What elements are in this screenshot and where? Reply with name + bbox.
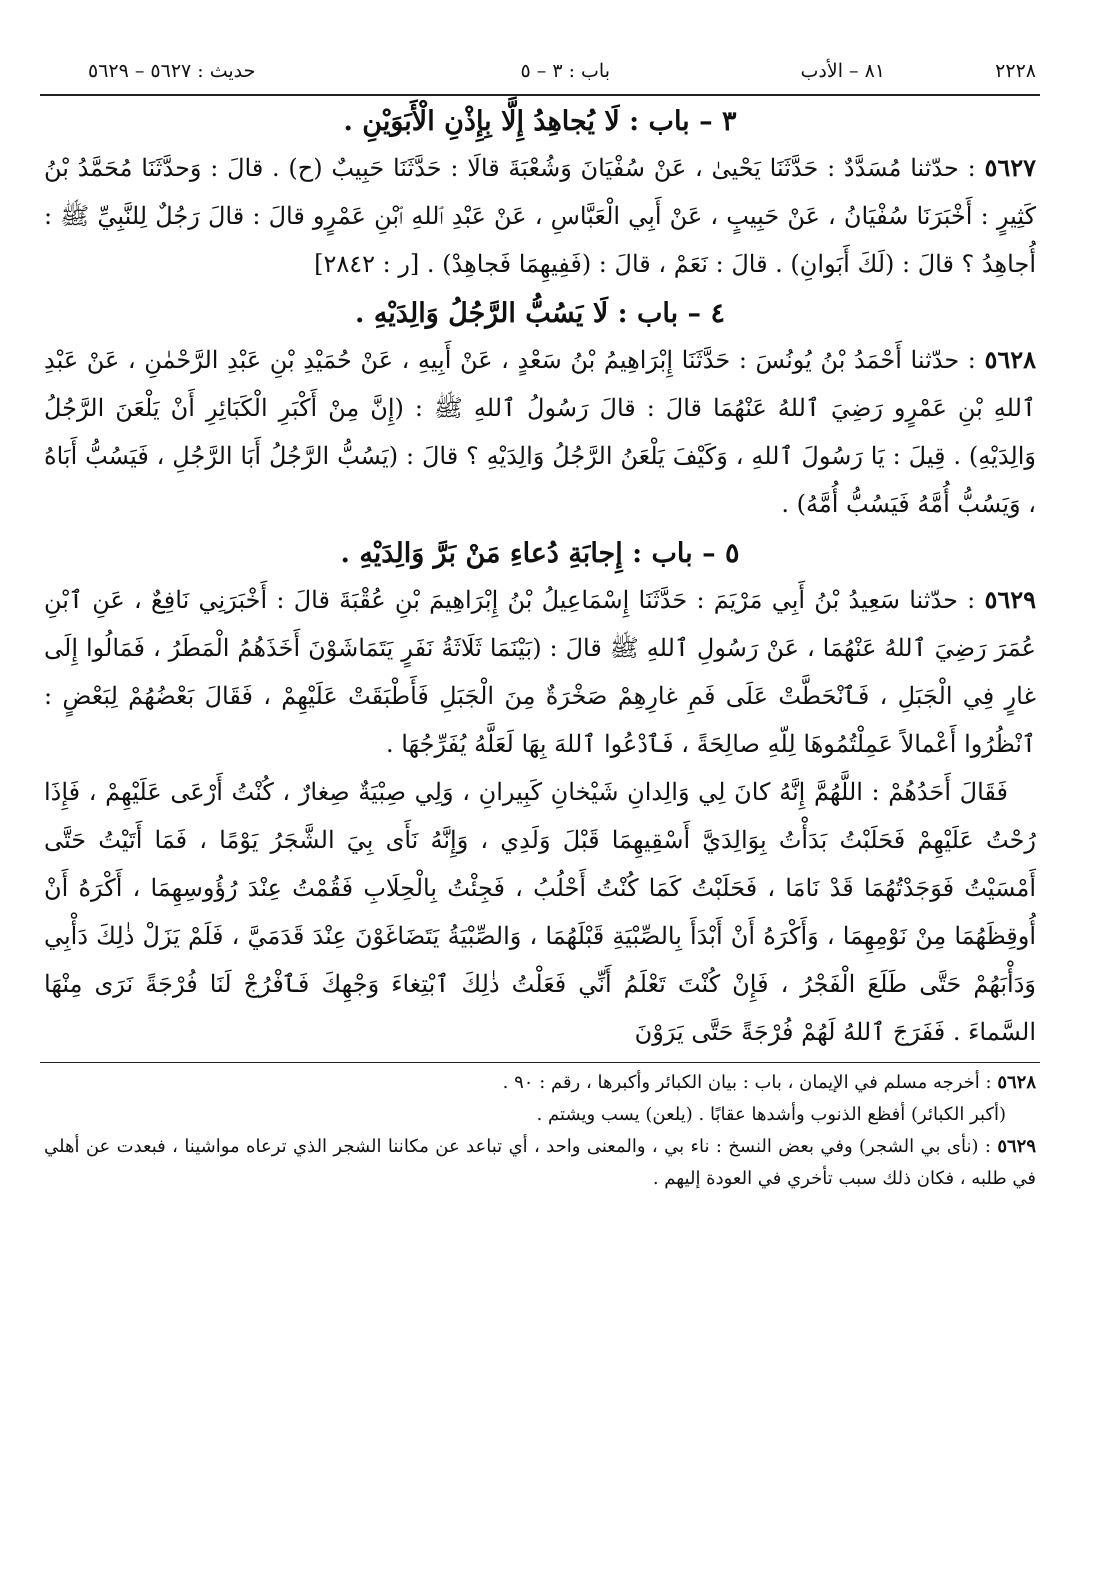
footnote-5628 (40, 1067, 1040, 1099)
hadith-text: : حدّثنا مُسَدَّدٌ : حَدَّثَنَا يَحْيىٰ ، عَنْ سُفْيَانَ وَشُعْبَةَ قالَا : حَدَّثَنَا حَبِيبٌ (ح) . قالَ : وَحدَّثَنَا مُحَمَّدُ بْنُ كَثِيرٍ : أَخْبَرَنَا سُفْيَانُ ، عَنْ حَبِيبٍ ، عَنْ أَبِي الْعَبَّاسِ ، عَنْ عَبْدِ ٱللهِ ٱبْنِ عَمْرٍو قالَ : قالَ رَجُلٌ لِلنَّبِيِّ ﷺ : أُجاهِدُ ؟ قالَ : (لَكَ أَبَوانِ) . قالَ : نَعَمْ ، قالَ : (فَفِيهِمَا فَجاهِدْ) . [ر : ٢٨٤٢] (44, 154, 1036, 278)
hadith-text: : حدّثنا سَعِيدُ بْنُ أَبِي مَرْيَمَ : حَدَّثَنَا إِسْمَاعِيلُ بْنُ إِبْرَاهِيمَ بْنِ عُقْبَةَ قالَ : أَخْبَرَنِي نَافِعٌ ، عَنِ ٱبْنِ عُمَرَ رَضِيَ ٱللهُ عَنْهُمَا ، عَنْ رَسُولِ ٱللهِ ﷺ قالَ : (بَيْنَمَا ثَلَاثَةُ نَفَرٍ يَتَمَاشَوْنَ أَخَذَهُمُ الْمَطَرُ ، فَمَالُوا إِلَى غارٍ فِي الْجَبَلِ ، فَٱنْحَطَّتْ عَلَى فَمِ غارِهِمْ صَخْرَةٌ مِنَ الْجَبَلِ فَأَطْبَقَتْ عَلَيْهِمْ ، فَقَالَ بَعْضُهُمْ لِبَعْضٍ : ٱنْظُرُوا أَعْمالاً عَمِلْتُمُوهَا لِلّهِ صالِحَةً ، فَٱدْعُوا ٱللهَ بِهَا لَعَلَّهُ يُفَرِّجُهَا . (44, 586, 1036, 758)
book-page (40, 52, 1040, 1552)
page-number: ٢٢٢٨ (995, 60, 1036, 82)
hadith-number: ٥٦٢٨ (984, 345, 1036, 374)
bab-range: باب : ٣ – ٥ (520, 60, 610, 82)
footnote-5628-gloss: (أكبر الكبائر) أفظع الذنوب وأشدها عقابًا . (يلعن) يسب ويشتم . (536, 1104, 1006, 1125)
footnotes (40, 1062, 1040, 1195)
hadith-5629 (40, 576, 1040, 768)
footnote-text: : (نأى بي الشجر) وفي بعض النسخ : ناء بي ، والمعنى واحد ، أي تباعد عن مكاننا الشجر الذي ترعاه مواشينا ، فبعدت عن أهلي في طلبه ، فكان ذلك سبب تأخري في العودة إليهم . (44, 1136, 1036, 1189)
hadith-range: حديث : ٥٦٢٧ – ٥٦٢٩ (88, 60, 256, 82)
footnote-number: ٥٦٢٩ (997, 1136, 1036, 1157)
hadith-number: ٥٦٢٧ (984, 153, 1036, 182)
hadith-5627 (40, 144, 1040, 288)
bab-title-4: ٤ – باب : لَا يَسُبُّ الرَّجُلُ وَالِدَيْهِ . (355, 298, 725, 329)
bab-title-5: ٥ – باب : إِجابَةِ دُعاءِ مَنْ بَرَّ وَالِدَيْهِ . (340, 538, 740, 569)
page-header (40, 52, 1040, 96)
hadith-text: : حدّثنا أَحْمَدُ بْنُ يُونُسَ : حَدَّثَنَا إِبْرَاهِيمُ بْنُ سَعْدٍ ، عَنْ أَبِيهِ ، عَنْ حُمَيْدِ بْنِ عَبْدِ الرَّحْمٰنِ ، عَنْ عَبْدِ ٱللهِ بْنِ عَمْرٍو رَضِيَ ٱللهُ عَنْهُمَا قالَ : قالَ رَسُولُ ٱللهِ ﷺ : (إِنَّ مِنْ أَكْبَرِ الْكَبَائِرِ أَنْ يَلْعَنَ الرَّجُلُ وَالِدَيْهِ) . قِيلَ : يَا رَسُولَ ٱللهِ ، وَكَيْفَ يَلْعَنُ الرَّجُلُ وَالِدَيْهِ ؟ قالَ : (يَسُبُّ الرَّجُلُ أَبَا الرَّجُلِ ، فَيَسُبُّ أَبَاهُ ، وَيَسُبُّ أُمَّهُ فَيَسُبُّ أُمَّهُ) . (44, 346, 1036, 518)
footnote-text: : أخرجه مسلم في الإيمان ، باب : بيان الكبائر وأكبرها ، رقم : ٩٠ . (502, 1072, 998, 1093)
book-title: ٨١ – الأدب (800, 60, 885, 82)
footnote-number: ٥٦٢٨ (997, 1072, 1036, 1093)
hadith-5628 (40, 336, 1040, 528)
bab-title-3: ٣ – باب : لَا يُجاهِدُ إِلَّا بِإِذْنِ الْأَبَوَيْنِ . (343, 106, 737, 137)
hadith-number: ٥٦٢٩ (984, 585, 1037, 614)
footnote-5629 (40, 1131, 1040, 1195)
hadith-5629-continuation: فَقَالَ أَحَدُهُمْ : اللَّهُمَّ إِنَّهُ كانَ لِي وَالِدانِ شَيْخانِ كَبِيرانِ ، وَلِي صِبْيَةٌ صِغارٌ ، كُنْتُ أَرْعَى عَلَيْهِمْ ، فَإِذَا رُحْتُ عَلَيْهِمْ فَحَلَبْتُ بَدَأْتُ بِوَالِدَيَّ أَسْقِيهِمَا قَبْلَ وَلَدِي ، وَإِنَّهُ نَأَى بِيَ الشَّجَرُ يَوْمًا ، فَمَا أَتَيْتُ حَتَّى أَمْسَيْتُ فَوَجَدْتُهُمَا قَدْ نَامَا ، فَحَلَبْتُ كَمَا كُنْتُ أَحْلُبُ ، فَجِئْتُ بِالْحِلَابِ فَقُمْتُ عِنْدَ رُؤُوسِهِمَا ، أَكْرَهُ أَنْ أُوقِظَهُمَا مِنْ نَوْمِهِمَا ، وَأَكْرَهُ أَنْ أَبْدَأَ بِالصِّبْيَةِ قَبْلَهُمَا ، وَالصِّبْيَةُ يَتَضَاغَوْنَ عِنْدَ قَدَمَيَّ ، فَلَمْ يَزَلْ ذٰلِكَ دَأْبِي وَدَأْبَهُمْ حَتَّى طَلَعَ الْفَجْرُ ، فَإِنْ كُنْتَ تَعْلَمُ أَنِّي فَعَلْتُ ذٰلِكَ ٱبْتِغاءَ وَجْهِكَ فَٱفْرُجْ لَنَا فُرْجَةً نَرَى مِنْهَا السَّماءَ . فَفَرَجَ ٱللهُ لَهُمْ فُرْجَةً حَتَّى يَرَوْنَ (44, 778, 1037, 1046)
